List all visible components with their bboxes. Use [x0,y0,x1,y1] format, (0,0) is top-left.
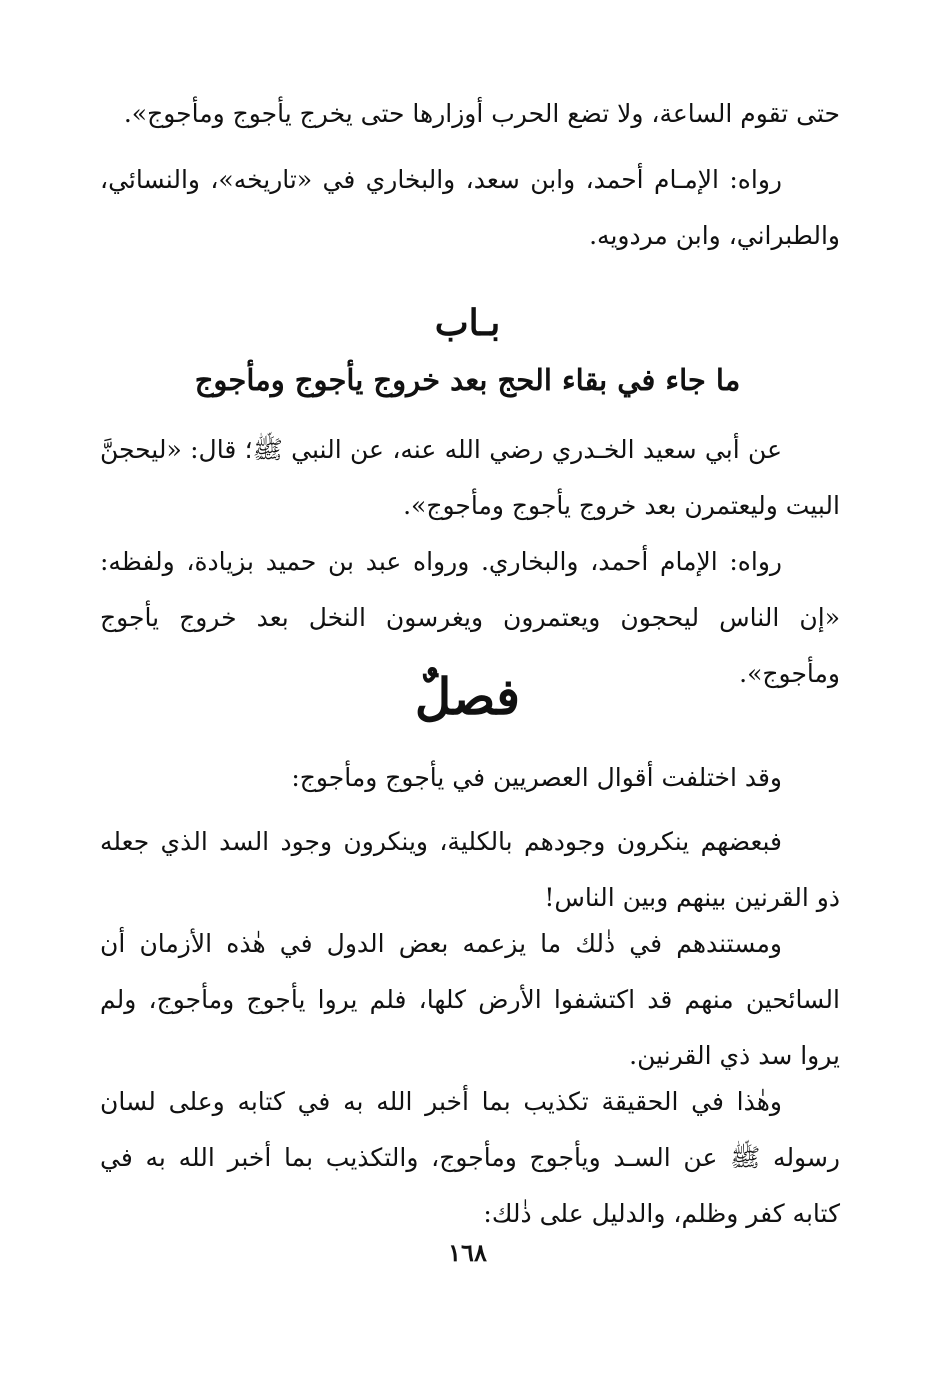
chapter-title: ما جاء في بقاء الحج بعد خروج يأجوج ومأجوج [194,363,741,397]
page-number: ١٦٨ [448,1238,487,1267]
paragraph-basis: ومستندهم في ذٰلك ما يزعمه بعض الدول في هٰذه الأزمان أن السائحين منهم قد اكتشفوا الأرض كلها، فلم يروا يأجوج ومأجوج، ولم يروا سد ذي القرنين. [100,929,840,1070]
paragraph-hadith-end: حتى تقوم الساعة، ولا تضع الحرب أوزارها حتى يخرج يأجوج ومأجوج». [123,99,840,128]
paragraph-denial: فبعضهم ينكرون وجودهم بالكلية، وينكرون وجود السد الذي جعله ذو القرنين بينهم وبين الناس! [100,827,840,912]
paragraph-narration-1: رواه: الإمـام أحمد، وابن سعد، والبخاري في «تاريخه»، والنسائي، والطبراني، وابن مردويه. [100,165,840,250]
chapter-heading: بـاب [434,302,501,344]
section-heading: فصلٌ [414,667,521,726]
paragraph-intro: وقد اختلفت أقوال العصريين في يأجوج ومأجوج: [291,763,782,792]
paragraph-hadith: عن أبي سعيد الخـدري رضي الله عنه، عن النبي ﷺ؛ قال: «ليحجنَّ البيت وليعتمرن بعد خروج يأجوج ومأجوج». [100,435,840,520]
paragraph-refutation: وهٰذا في الحقيقة تكذيب بما أخبر الله به في كتابه وعلى لسان رسوله ﷺ عن السـد ويأجوج ومأجوج، والتكذيب بما أخبر الله به في كتابه كفر وظلم، والدليل على ذٰلك: [100,1087,840,1228]
paragraph-narration-2: رواه: الإمام أحمد، والبخاري. ورواه عبد بن حميد بزيادة، ولفظه: «إن الناس ليحجون ويعتمرون ويغرسون النخل بعد خروج يأجوج ومأجوج». [100,547,840,688]
